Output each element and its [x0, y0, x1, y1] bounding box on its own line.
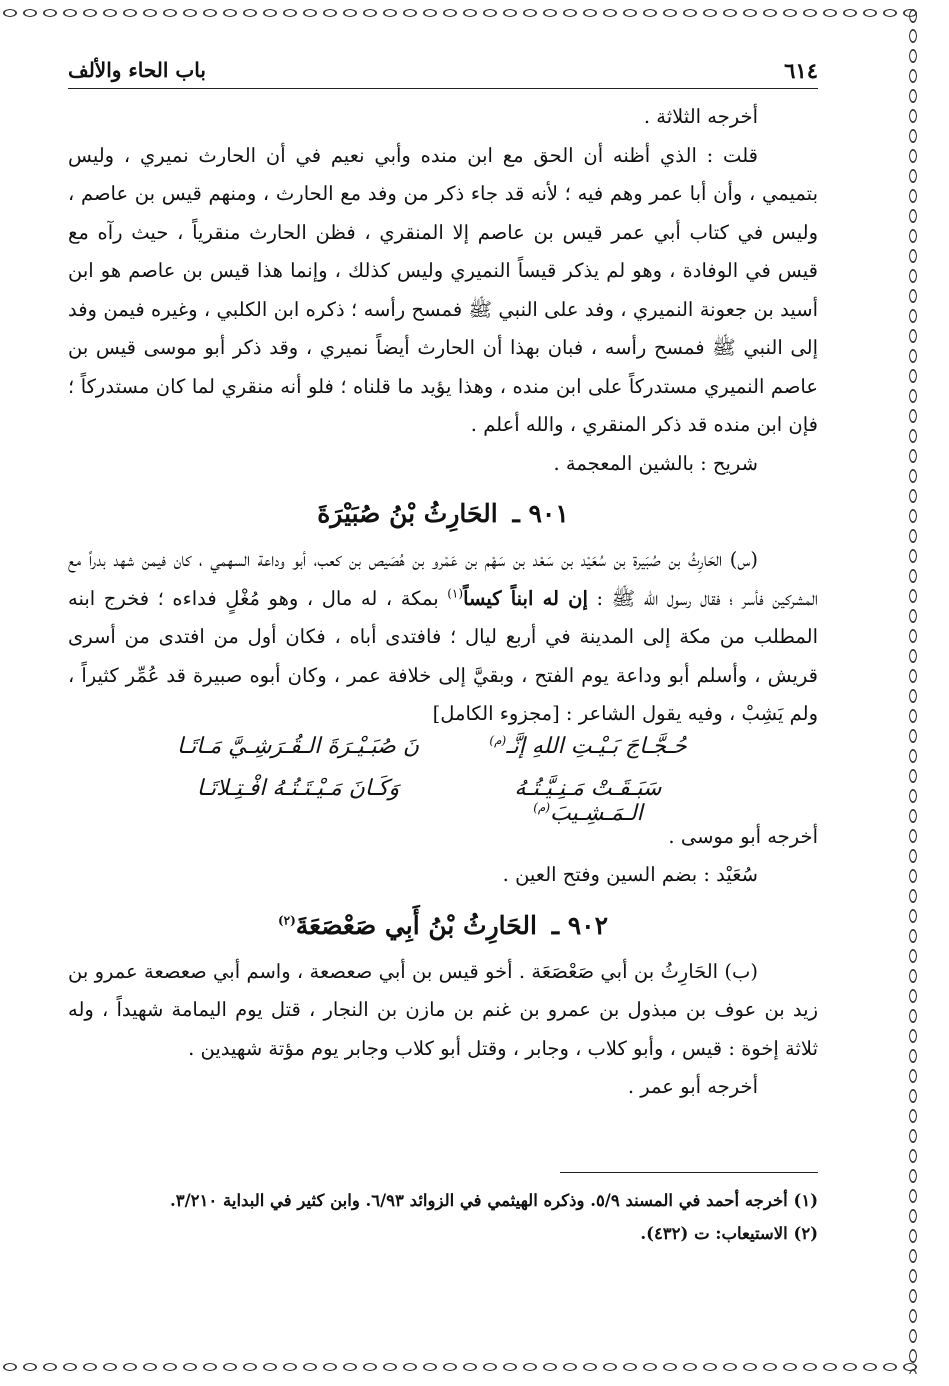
entry-901-text-part2: بمكة ، له مال ، وهو مُغْلٍ فداءه ؛ فخرج ابنه المطلب من مكة إلى المدينة في أربع ليال ؛ فافتدى أباه ، فكان أول من افتدى من أسرى قريش ، وأسلم أبو وداعة يوم الفتح ، وبقيَّ إلى خلافة عمر ، وكان أبوه صبيرة قد عُمِّر كثيراً ، ولم يَشِبْ ، وفيه يقول الشاعر : [مجزوء الكامل]: [68, 586, 818, 725]
bottom-ornamental-border: [0, 1360, 918, 1374]
right-ornamental-border: [906, 6, 920, 1374]
prophet-quote: إن له ابناً كيساً: [463, 586, 588, 610]
entry-901-title: الحَارِثُ بْنُ صُبَيْرَةَ: [317, 499, 498, 528]
entry-902-title: الحَارِثُ بْنُ أَبِي صَعْصَعَةَ: [295, 910, 537, 940]
paragraph-3: شريح : بالشين المعجمة .: [553, 451, 758, 475]
paragraph-6: سُعَيْد : بضم السين وفتح العين .: [502, 863, 758, 886]
verse-2-second-hemistich: وَكَـانَ مَـيْـتَـتُـهُ افْـتِـلاتَـا: [196, 775, 400, 801]
footnote-ref-2: (٢): [277, 913, 296, 928]
entry-902-text: (ب) الحَارِثُ بن أبي صَعْصَعَة . أخو قيس بن أبي صعصعة ، واسم أبي صعصعة عمرو بن زيد بن عوف بن مبذول بن عمرو بن غنم بن مازن بن النجار ، قتل يوم اليمامة شهيداً ، وله ثلاثة إخوة : قيس ، وأبو كلاب ، وجابر ، وقتل أبو كلاب وجابر يوم مؤتة شهيدين .: [68, 959, 818, 1060]
page-number: ٦١٤: [784, 58, 818, 83]
footnotes: [68, 1184, 818, 1250]
header-rule: [68, 88, 818, 89]
entry-901-heading: [68, 487, 818, 541]
verse-1-mark: (م): [489, 733, 507, 748]
verse-1-second-hemistich: نَ صُبَـيْـرَةَ الـقُـرَشِـيَّ مَـاتَـا: [176, 733, 420, 759]
top-ornamental-border: [0, 6, 918, 20]
running-title: باب الحاء والألف: [68, 58, 206, 82]
verse-2-first-hemistich: [458, 776, 718, 826]
footnote-ref-1: (١): [447, 586, 464, 600]
paragraph-8: أخرجه أبو عمر .: [627, 1075, 758, 1098]
entry-902-heading: [68, 899, 818, 953]
page-header: [68, 54, 818, 88]
paragraph-5: أخرجه أبو موسى .: [668, 824, 818, 848]
footnote-2: (٢) الاستيعاب: ت (٤٣٢).: [640, 1224, 818, 1243]
footnote-1: (١) أخرجه أحمد في المسند ٥/٩. وذكره الهيثمي في الزوائد ٦/٩٣. وابن كثير في البداية ٣/٢١٠.: [170, 1191, 818, 1210]
verse-1-first-text: حُـجَّـاجَ بَـيْـتِ اللهِ إنَّـ: [506, 733, 687, 759]
entry-901-text: [68, 541, 818, 734]
entry-902-number: ٩٠٢ ـ: [551, 910, 609, 940]
footnote-rule: [560, 1172, 818, 1173]
verse-line-2: [68, 775, 818, 826]
verse-1-first-hemistich: [458, 734, 718, 759]
verse-2-mark: (م): [533, 800, 551, 815]
verse-2-first-text: سَبَـقَـتْ مَـنِـيَّـتُـهُ الـمَـشِـيبَ: [514, 775, 662, 826]
paragraph-2: قلت : الذي أظنه أن الحق مع ابن منده وأبي نعيم في أن الحارث نميري ، وليس بتميمي ، وأن أبا عمر وهم فيه ؛ لأنه قد جاء ذكر من وفد مع الحارث ، ومنهم قيس بن عاصم ، وليس في كتاب أبي عمر قيس بن عاصم إلا المنقري ، فظن الحارث منقرياً ، حيث رآه مع قيس في الوفادة ، وهو لم يذكر قيساً النميري وليس كذلك ، وإنما هذا قيس بن عاصم هو ابن أسيد بن جعونة النميري ، وفد على النبي ﷺ فمسح رأسه ؛ ذكره ابن الكلبي ، وغيره فيمن وفد إلى النبي ﷺ فمسح رأسه ، فبان بهذا أن الحارث أيضاً نميري ، وقد ذكر أبو موسى قيس بن عاصم النميري مستدركاً على ابن منده ، وهذا يؤيد ما قلناه ؛ فلو أنه منقري لما كان مستدركاً ؛ فإن ابن منده قد ذكر المنقري ، والله أعلم .: [68, 143, 818, 436]
main-text: [68, 98, 818, 1107]
entry-901-text-part1: (س) الحَارِثُ بن صُبَيرة بن سُعَيْد بن سَعْد بن سَهْم بن عَمْرو بن هُصَيص بن كعب، أبو وداعة السهمي ، كان فيمن شهد بدراً مع المشركين فأسر ؛ فقال رسول الله ﷺ :: [68, 548, 819, 610]
paragraph-1: أخرجه الثلاثة .: [643, 105, 758, 128]
verse-line-1: [68, 734, 818, 776]
entry-901-number: ٩٠١ ـ: [512, 499, 569, 528]
poem: [68, 733, 818, 826]
